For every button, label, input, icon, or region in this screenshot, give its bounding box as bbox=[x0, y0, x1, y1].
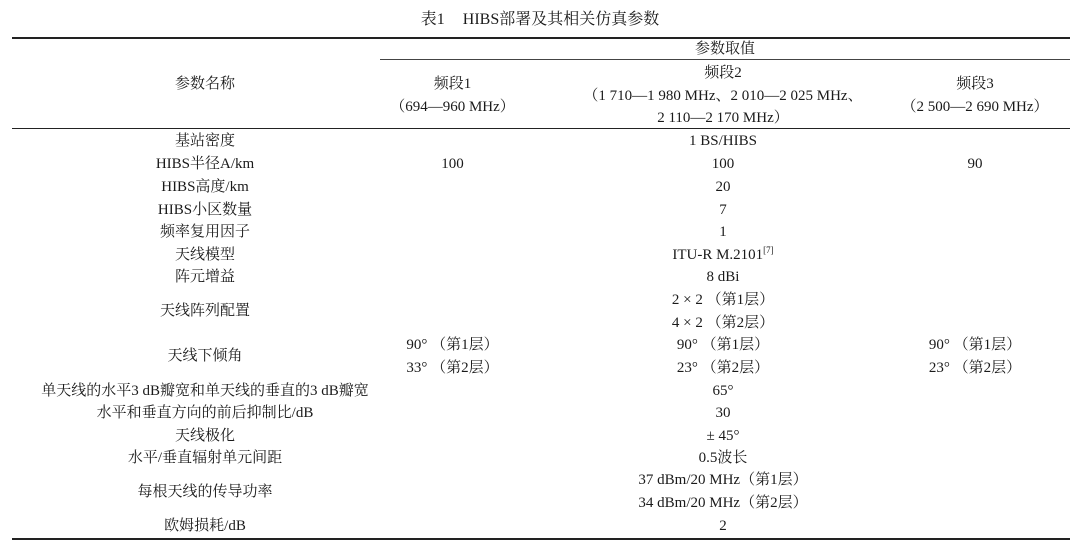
header-rule bbox=[12, 128, 1070, 129]
row-name: 基站密度 bbox=[174, 133, 235, 149]
row-value-band1: 33° （第2层） bbox=[406, 360, 499, 376]
row-value-band2: 100 bbox=[711, 156, 735, 172]
row-name: 欧姆损耗/dB bbox=[164, 518, 246, 534]
row-value-band3: 90 bbox=[967, 156, 983, 172]
row-value-band2: 23° （第2层） bbox=[676, 360, 770, 376]
table-number: 表1 bbox=[420, 11, 445, 28]
row-value: 8 dBi bbox=[706, 269, 740, 285]
row-name: 每根天线的传导功率 bbox=[137, 484, 273, 500]
antenna-model-text: ITU-R M.2101 bbox=[672, 247, 764, 263]
row-value: 65° bbox=[712, 383, 734, 399]
row-value: 34 dBm/20 MHz（第2层） bbox=[638, 495, 808, 511]
row-value: 4 × 2 （第2层） bbox=[671, 315, 775, 331]
row-value-band2: 90° （第1层） bbox=[676, 337, 770, 353]
row-value: 1 BS/HIBS bbox=[689, 133, 757, 149]
row-name: 水平/垂直辐射单元间距 bbox=[127, 450, 283, 466]
table-caption bbox=[0, 8, 1080, 32]
header-band2-range: （1 710—1 980 MHz、2 010—2 025 MHz、 bbox=[583, 88, 863, 104]
row-name: 单天线的水平3 dB瓣宽和单天线的垂直的3 dB瓣宽 bbox=[41, 383, 369, 399]
row-value-band1: 90° （第1层） bbox=[406, 337, 499, 353]
row-value: 2 bbox=[719, 518, 727, 534]
row-value bbox=[548, 244, 898, 266]
row-name: 频率复用因子 bbox=[159, 224, 250, 240]
row-name: 天线阵列配置 bbox=[159, 303, 250, 319]
row-value: 7 bbox=[719, 202, 727, 218]
row-value-band3: 90° （第1层） bbox=[928, 337, 1022, 353]
header-band1-name: 频段1 bbox=[433, 76, 472, 92]
row-value: 20 bbox=[715, 179, 731, 195]
reference-link[interactable]: [7] bbox=[763, 245, 774, 255]
header-param-name: 参数名称 bbox=[174, 76, 235, 92]
header-band2-range-cont: 2 110—2 170 MHz） bbox=[657, 110, 789, 126]
row-value: 0.5波长 bbox=[698, 450, 748, 466]
header-band1-range: （694—960 MHz） bbox=[390, 99, 515, 115]
row-name: 天线下倾角 bbox=[167, 348, 243, 364]
row-value: 1 bbox=[719, 224, 727, 240]
row-value: 30 bbox=[715, 405, 731, 421]
header-param-value: 参数取值 bbox=[694, 41, 755, 57]
row-value: 37 dBm/20 MHz（第1层） bbox=[638, 472, 808, 488]
row-name: HIBS高度/km bbox=[161, 179, 249, 195]
header-band3-name: 频段3 bbox=[956, 76, 994, 92]
table-title: HIBS部署及其相关仿真参数 bbox=[462, 11, 660, 28]
header-band2-name: 频段2 bbox=[704, 65, 742, 81]
row-value: ± 45° bbox=[706, 428, 740, 444]
row-name: 天线极化 bbox=[174, 428, 235, 444]
row-name: HIBS半径A/km bbox=[155, 156, 255, 172]
bottom-rule bbox=[12, 538, 1070, 540]
row-value-band1: 100 bbox=[441, 156, 464, 172]
row-name: 天线模型 bbox=[174, 247, 235, 263]
row-name: HIBS小区数量 bbox=[157, 202, 253, 218]
row-name: 水平和垂直方向的前后抑制比/dB bbox=[96, 405, 314, 421]
header-band3-range: （2 500—2 690 MHz） bbox=[901, 99, 1049, 115]
row-value-band3: 23° （第2层） bbox=[928, 360, 1022, 376]
row-name: 阵元增益 bbox=[174, 269, 235, 285]
row-value: 2 × 2 （第1层） bbox=[671, 292, 775, 308]
